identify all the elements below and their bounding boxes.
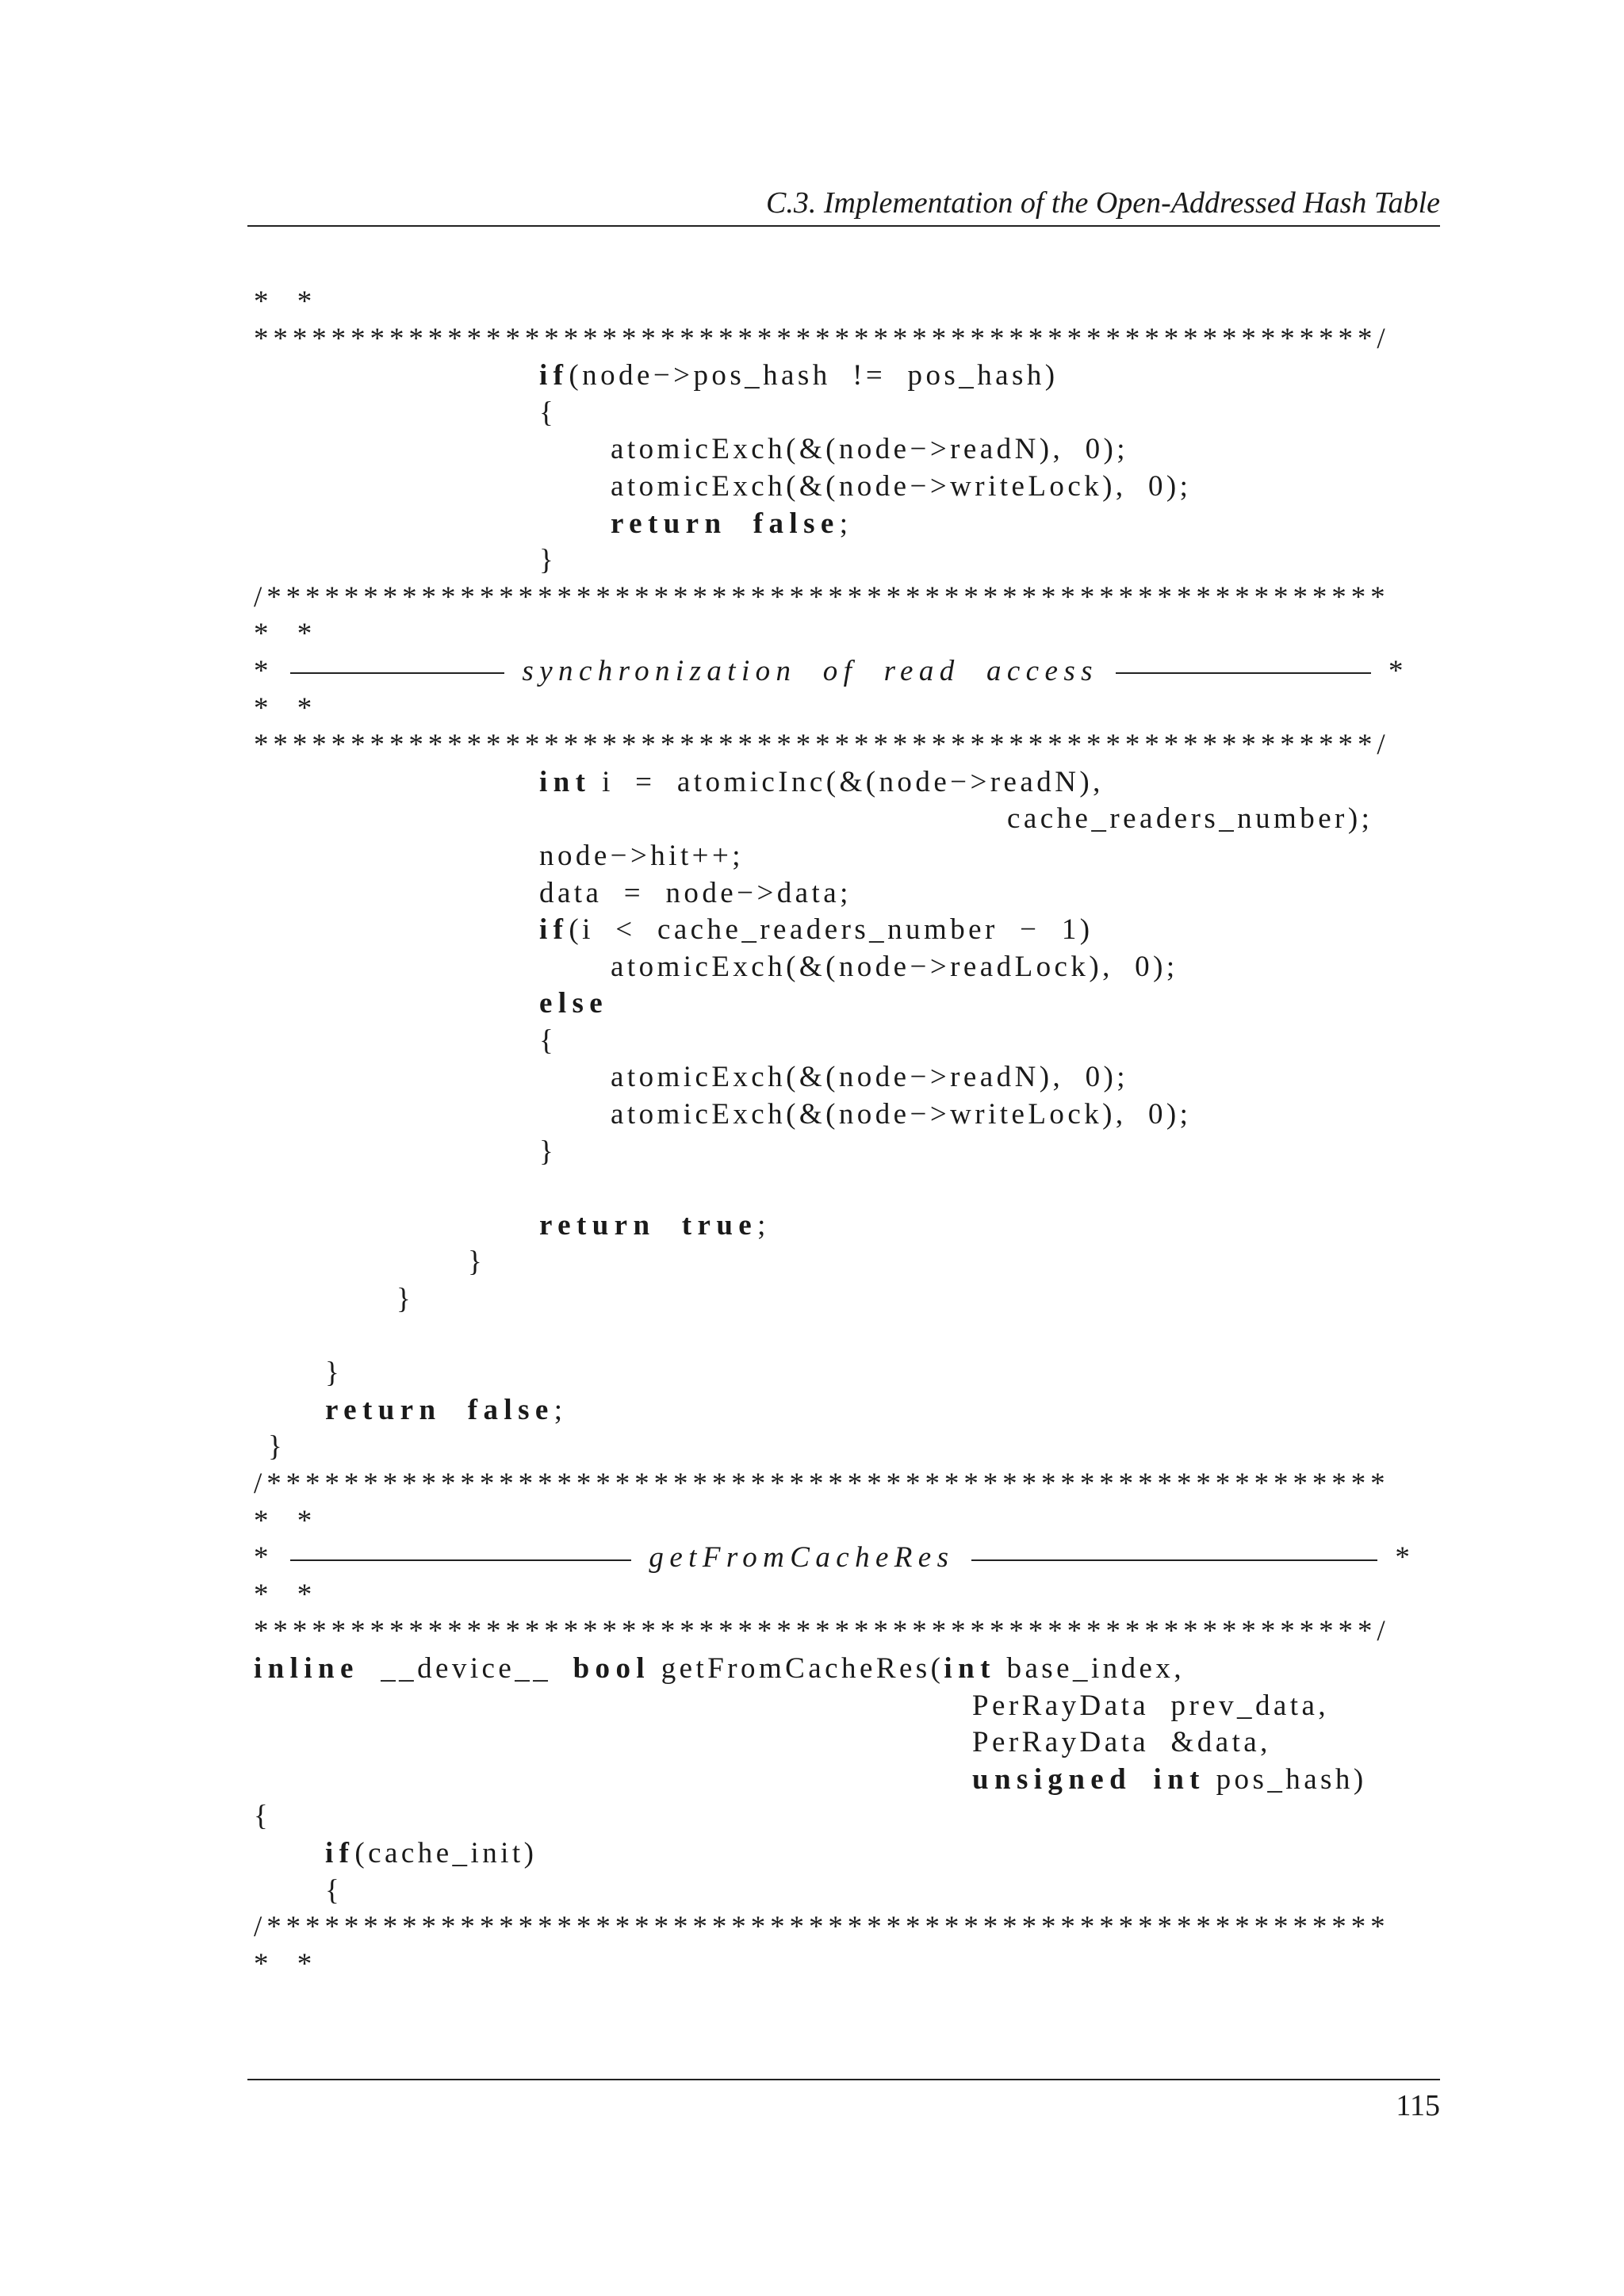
code-text: base_index, [995,1651,1185,1685]
keyword-int: int [944,1651,996,1685]
code-line-35 [254,1540,1443,1577]
comment-star: * [254,1541,274,1575]
code-line-10: * * [254,618,317,651]
page-number: 115 [1396,2089,1440,2122]
running-header [247,181,1440,227]
code-line-17: data = node−>data; [539,876,852,909]
keyword-unsigned: unsigned [972,1762,1132,1796]
code-line-31 [254,1392,1443,1429]
code-line-01: * * [254,285,317,318]
code-line-21: { [539,1024,557,1057]
code-line-44: { [325,1873,343,1907]
code-text: ; [757,1208,769,1242]
code-listing [254,284,1443,1983]
code-line-08: } [539,544,557,577]
code-line-26 [254,1207,1443,1245]
keyword-return-false: return false [611,507,840,540]
keyword-int: int [539,765,592,798]
code-line-39: PerRayData prev_data, [972,1689,1330,1722]
code-line-23: atomicExch(&(node−>writeLock), 0); [611,1098,1192,1131]
code-text: (node−>pos_hash != pos_hash) [569,359,1059,392]
code-line-43 [254,1835,1443,1873]
code-line-02: **********************************************************/ [254,322,1390,355]
code-line-32: } [268,1430,286,1464]
code-line-16: node−>hit++; [539,839,745,872]
code-line-15: cache_readers_number); [1007,802,1373,836]
code-line-25-blank [254,1170,1443,1207]
keyword-bool: bool [573,1651,651,1685]
code-text: ; [553,1393,566,1426]
comment-rule [290,672,504,674]
code-line-24: } [539,1135,557,1168]
code-line-37: **********************************************************/ [254,1615,1390,1648]
code-line-19: atomicExch(&(node−>readLock), 0); [611,950,1178,983]
code-line-04: { [539,396,557,429]
comment-rule [1116,672,1371,674]
code-line-12: * * [254,691,317,725]
keyword-return-false: return false [325,1393,554,1426]
code-line-27: } [468,1246,486,1279]
header-title: C.3. Implementation of the Open-Addressed Hash Table [766,186,1440,220]
code-line-11 [254,653,1443,691]
section-comment-title: synchronization of read access [522,654,1098,687]
code-text: (cache_init) [354,1836,538,1869]
keyword-if: if [539,359,569,392]
code-line-38 [254,1651,1443,1688]
code-line-30: } [325,1357,343,1390]
code-line-28: } [396,1283,415,1316]
code-line-14 [254,764,1443,802]
page-footer [247,2079,1440,2123]
code-line-07 [254,506,1443,543]
code-line-05: atomicExch(&(node−>readN), 0); [611,433,1128,466]
comment-rule [290,1559,631,1561]
code-line-09: /********************************************************** [254,580,1390,614]
code-line-06: atomicExch(&(node−>writeLock), 0); [611,469,1192,503]
code-line-03 [254,358,1443,395]
keyword-return-true: return true [539,1208,758,1242]
code-line-34: * * [254,1504,317,1537]
code-text: ; [839,507,852,540]
keyword-device: __device__ [381,1651,552,1685]
code-line-33: /********************************************************** [254,1468,1390,1500]
keyword-if: if [325,1836,355,1869]
code-line-29-blank [254,1318,1443,1356]
code-line-45: /********************************************************** [254,1911,1390,1944]
comment-star: * [1395,1541,1415,1575]
code-line-36: * * [254,1578,317,1611]
code-text: pos_hash) [1205,1762,1367,1796]
code-line-46: * * [254,1947,317,1980]
keyword-int: int [1153,1762,1205,1796]
code-line-20: else [539,987,609,1020]
keyword-inline: inline [254,1651,359,1685]
comment-rule [971,1559,1377,1561]
comment-star: * [1388,654,1408,687]
code-text: (i < cache_readers_number − 1) [569,913,1094,947]
code-line-22: atomicExch(&(node−>readN), 0); [611,1061,1128,1094]
code-line-13: **********************************************************/ [254,729,1390,762]
code-line-41 [254,1762,1443,1799]
code-line-18 [254,912,1443,949]
code-line-42: { [254,1800,272,1833]
keyword-if: if [539,913,569,947]
comment-star: * [254,654,274,687]
section-comment-title: getFromCacheRes [649,1541,955,1575]
code-line-40: PerRayData &data, [972,1726,1271,1759]
function-name: getFromCacheRes( [650,1651,944,1685]
code-text: i = atomicInc(&(node−>readN), [591,765,1104,798]
